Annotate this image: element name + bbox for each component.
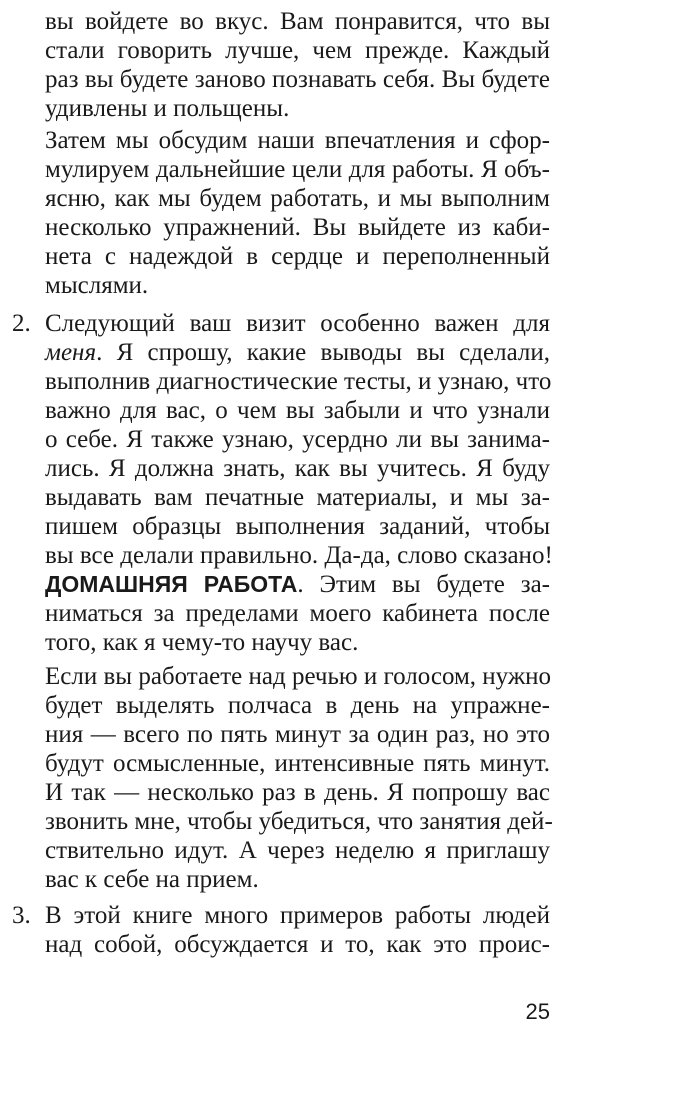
text-line bbox=[45, 338, 550, 367]
text-line: вы все делали правильно. Да-да, слово сказано! bbox=[45, 542, 553, 569]
text-line: звонить мне, чтобы убедиться, что занятия дей- bbox=[45, 808, 553, 835]
text-line: важно для вас, о чем вы забыли и что узнали bbox=[45, 397, 550, 424]
text-line: лись. Я должна знать, как вы учитесь. Я буду bbox=[45, 455, 550, 482]
text-line: вас к себе на прием. bbox=[45, 866, 259, 893]
text-line: будет выделять полчаса в день на упражне- bbox=[45, 692, 550, 719]
text-line: вы войдете во вкус. Вам понравится, что вы bbox=[45, 8, 550, 35]
text-line: мыслями. bbox=[45, 272, 149, 299]
text-line: раз вы будете заново познавать себя. Вы будете bbox=[45, 66, 550, 93]
text-line: пишем образцы выполнения заданий, чтобы bbox=[45, 513, 550, 540]
text-span: . Я спрошу, какие выводы вы сделали, bbox=[96, 339, 550, 366]
text-line: мулируем дальнейшие цели для работы. Я объ- bbox=[45, 156, 550, 183]
text-line: И так — несколько раз в день. Я попрошу вас bbox=[45, 779, 550, 806]
text-line: ясню, как мы будем работать, и мы выполним bbox=[45, 185, 550, 212]
list-number: 2. bbox=[12, 310, 31, 337]
text-line: о себе. Я также узнаю, усердно ли вы занима- bbox=[45, 426, 550, 453]
text-line: нета с надеждой в сердце и переполненный bbox=[45, 243, 550, 270]
emphasis-text: меня bbox=[45, 339, 97, 366]
text-line: стали говорить лучше, чем прежде. Каждый bbox=[45, 37, 550, 64]
list-number: 3. bbox=[12, 902, 31, 929]
text-line: Затем мы обсудим наши впечатления и сфор- bbox=[45, 127, 550, 154]
text-line: ниматься за пределами моего кабинета после bbox=[45, 600, 550, 627]
text-line: несколько упражнений. Вы выйдете из каби- bbox=[45, 214, 550, 241]
text-line: ния — всего по пять минут за один раз, но это bbox=[45, 721, 550, 748]
text-line: В этой книге много примеров работы людей bbox=[45, 902, 550, 929]
text-line: того, как я чему-то научу вас. bbox=[45, 629, 359, 656]
text-line: удивлены и польщены. bbox=[45, 95, 290, 122]
text-line: Следующий ваш визит особенно важен для bbox=[45, 310, 550, 337]
bold-term: ДОМАШНЯЯ РАБОТА bbox=[45, 571, 298, 597]
text-line: будут осмысленные, интенсивные пять минут. bbox=[45, 750, 550, 777]
text-line: выдавать вам печатные материалы, и мы за- bbox=[45, 484, 550, 511]
text-line bbox=[45, 570, 550, 599]
text-line: Если вы работаете над речью и голосом, нужно bbox=[45, 663, 551, 690]
text-span: . Этим вы будете за- bbox=[297, 571, 551, 598]
text-line: над собой, обсуждается и то, как это проис- bbox=[45, 931, 550, 958]
text-line: выполнив диагностические тесты, и узнаю, что bbox=[45, 368, 552, 395]
text-line: ствительно идут. А через неделю я приглашу bbox=[45, 837, 550, 864]
page-number: 25 bbox=[525, 999, 550, 1024]
